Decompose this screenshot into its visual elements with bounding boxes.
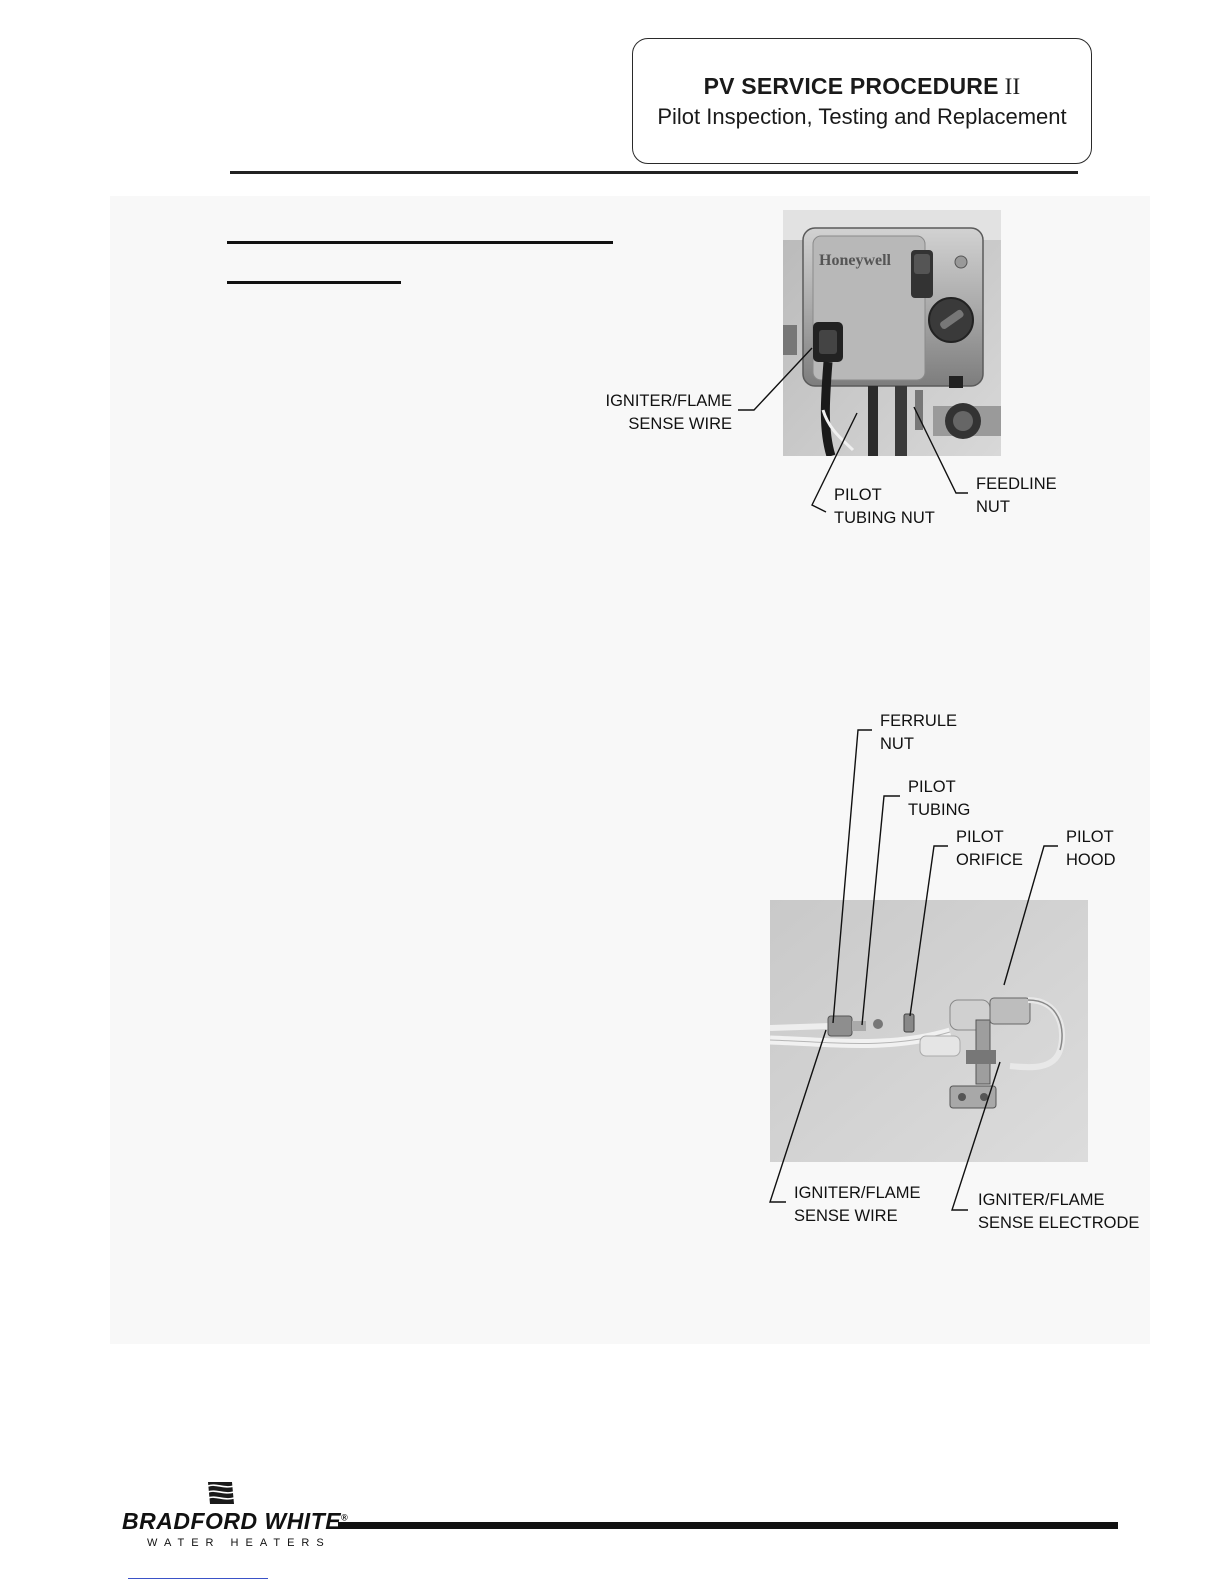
gas-valve-photo — [783, 210, 1001, 456]
bradford-white-logo: BRADFORD WHITE® — [122, 1508, 349, 1534]
page-subtitle: Pilot Inspection, Testing and Replacement — [657, 104, 1067, 129]
header-box — [632, 38, 1092, 164]
pilot-assembly-illustration — [770, 900, 1088, 1162]
pilot-assembly-photo — [770, 900, 1088, 1162]
gas-valve-illustration — [783, 210, 1001, 456]
procedure-number: II — [1004, 74, 1021, 99]
callout-igniter-flame-sense-wire-2: IGNITER/FLAME SENSE WIRE — [794, 1184, 921, 1225]
callout-pilot-hood: PILOT HOOD — [1066, 828, 1116, 869]
callout-feedline-nut: FEEDLINE NUT — [976, 475, 1057, 516]
heading-underline-2 — [227, 281, 401, 284]
bottom-link-underline — [128, 1578, 268, 1579]
logo-tagline: WATER HEATERS — [147, 1537, 331, 1549]
callout-pilot-tubing: PILOT TUBING — [908, 778, 971, 819]
callout-igniter-flame-sense-electrode: IGNITER/FLAME SENSE ELECTRODE — [978, 1191, 1140, 1232]
callout-igniter-flame-sense-wire-1: IGNITER/FLAME SENSE WIRE — [605, 392, 732, 433]
honeywell-logo: Honeywell — [819, 252, 891, 269]
heading-underline-1 — [227, 241, 613, 244]
header-divider — [230, 171, 1078, 174]
callout-ferrule-nut: FERRULE NUT — [880, 712, 958, 753]
callout-pilot-tubing-nut: PILOT TUBING NUT — [834, 486, 935, 527]
callout-pilot-orifice: PILOT ORIFICE — [956, 828, 1023, 869]
footer-divider — [338, 1522, 1118, 1529]
page-title: PV SERVICE PROCEDURE II — [703, 73, 1021, 99]
